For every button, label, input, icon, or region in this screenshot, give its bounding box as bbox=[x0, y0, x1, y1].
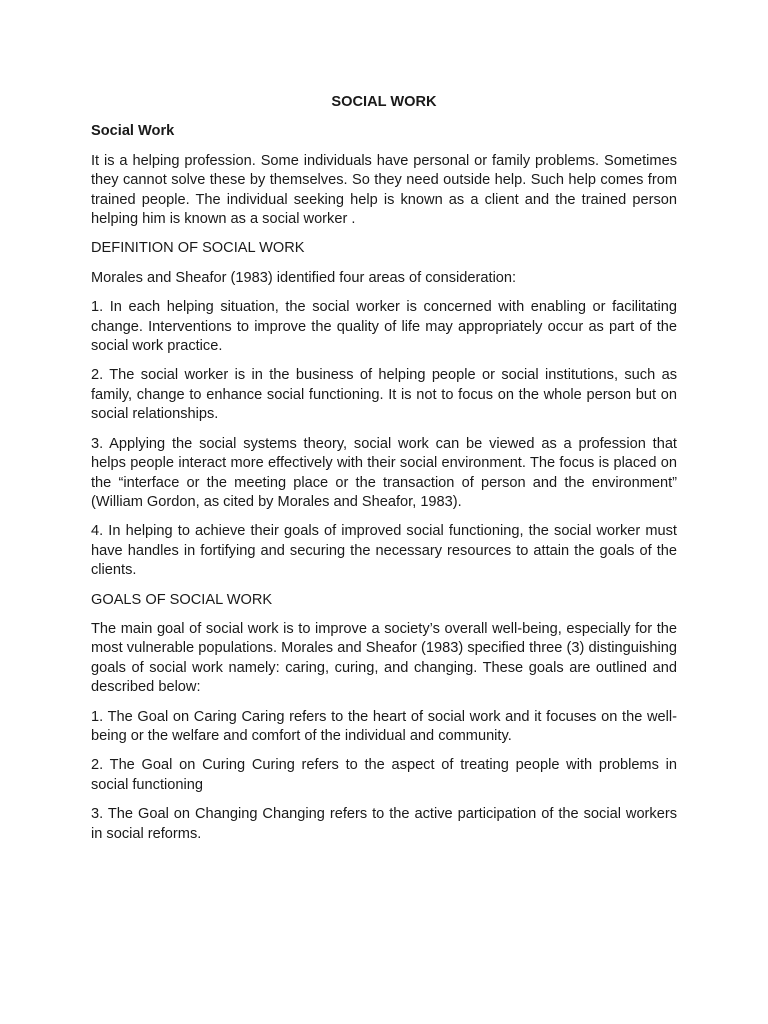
intro-paragraph: It is a helping profession. Some individuals have personal or family problems. Sometimes they cannot solve these by themselves. So they need outside help. Such help comes from trained people. The individual seeking help is known as a client and the trained person helping him is known as a social worker . bbox=[91, 152, 677, 228]
definition-point-3: 3. Applying the social systems theory, social work can be viewed as a profession that helps people interact more effectively with their social environment. The focus is placed on the “interface or the meeting place or the transaction of person and the environment” (William Gordon, as cited by Morales and Sheafor, 1983). bbox=[91, 435, 677, 510]
definition-point-2: 2. The social worker is in the business of helping people or social institutions, such as family, change to enhance social functioning. It is not to focus on the whole person but on social relationships. bbox=[91, 367, 677, 423]
definition-point-1: 1. In each helping situation, the social worker is concerned with enabling or facilitating change. Interventions to improve the quality of life may appropriately occur as part of the social work practice. bbox=[91, 299, 677, 355]
goals-heading: GOALS OF SOCIAL WORK bbox=[91, 591, 273, 608]
goals-intro: The main goal of social work is to improve a society’s overall well-being, especially for the most vulnerable populations. Morales and Sheafor (1983) specified three (3) distinguishing goals of social work namely: caring, curing, and changing. These goals are outlined and described below: bbox=[91, 620, 677, 696]
document-page bbox=[91, 93, 677, 854]
goal-point-3: 3. The Goal on Changing Changing refers to the active participation of the social workers in social reforms. bbox=[91, 806, 677, 842]
definition-intro: Morales and Sheafor (1983) identified four areas of consideration: bbox=[91, 269, 517, 286]
section-title: Social Work bbox=[91, 123, 175, 140]
definition-point-4: 4. In helping to achieve their goals of improved social functioning, the social worker must have handles in fortifying and securing the necessary resources to attain the goals of the clients. bbox=[91, 523, 677, 579]
document-title: SOCIAL WORK bbox=[331, 94, 437, 110]
goal-point-1: 1. The Goal on Caring Caring refers to the heart of social work and it focuses on the well-being or the welfare and comfort of the individual and community. bbox=[91, 708, 677, 744]
definition-heading: DEFINITION OF SOCIAL WORK bbox=[91, 240, 305, 257]
goal-point-2: 2. The Goal on Curing Curing refers to the aspect of treating people with problems in social functioning bbox=[91, 757, 677, 793]
